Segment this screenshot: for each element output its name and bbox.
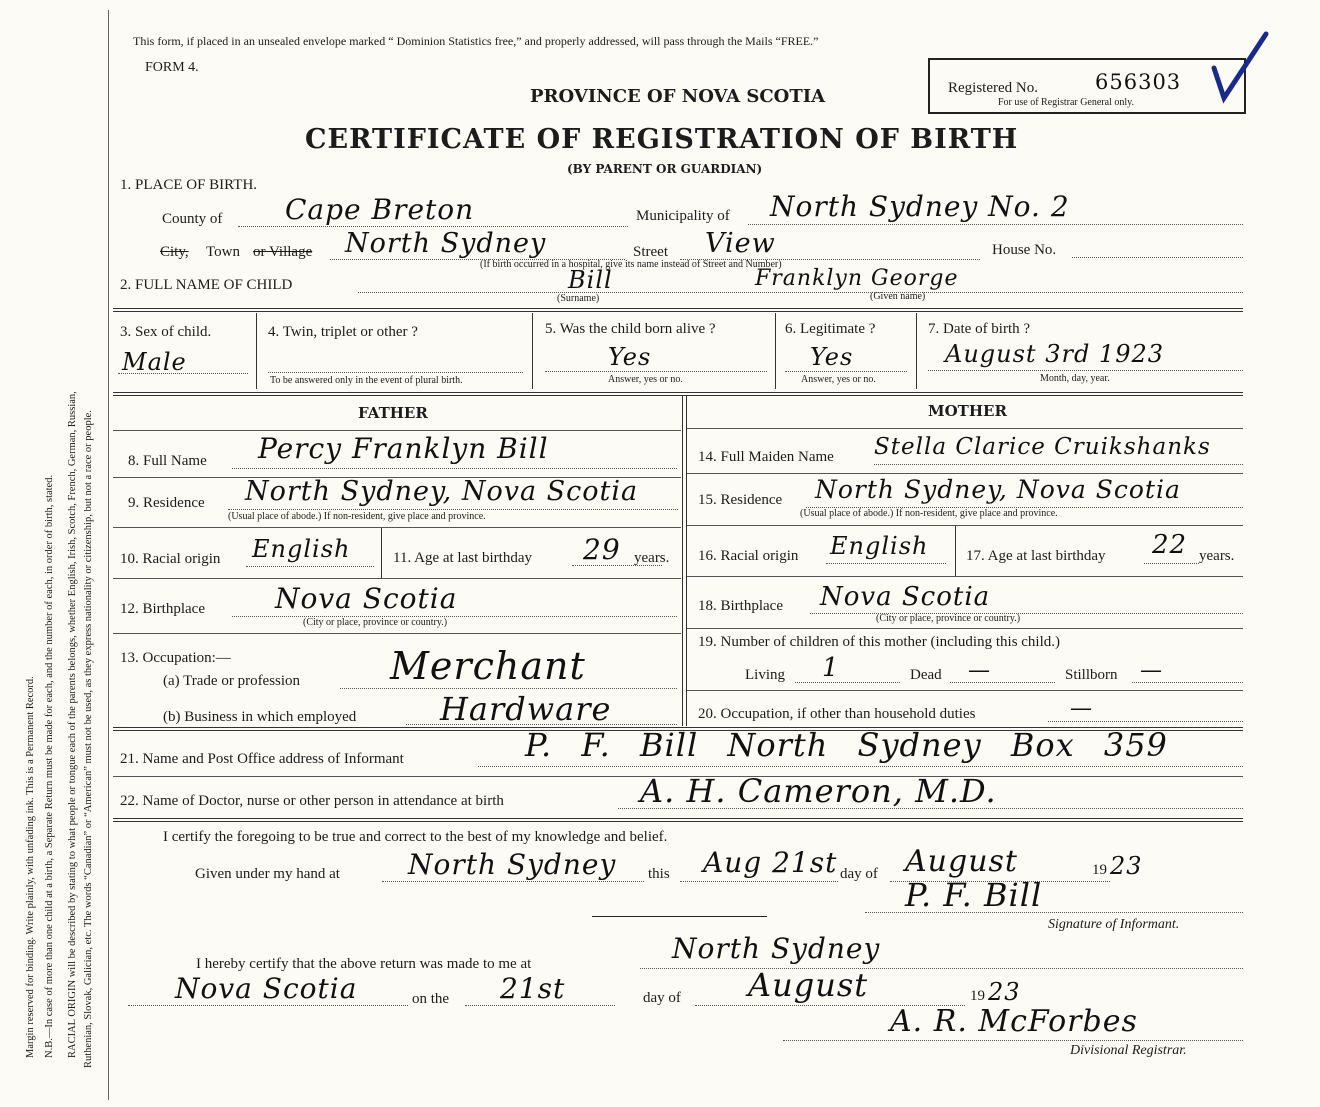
county-label: County of xyxy=(162,211,223,227)
divider-alive-legit xyxy=(775,313,776,389)
divider-father-birthplace xyxy=(113,633,681,634)
dob-value: August 3rd 1923 xyxy=(945,340,1165,368)
father-name-label: 8. Full Name xyxy=(128,453,207,469)
registrar-province-value: Nova Scotia xyxy=(175,972,358,1005)
mother-age-label: 17. Age at last birthday xyxy=(966,548,1106,564)
registrar-signature: A. R. McForbes xyxy=(890,1004,1138,1039)
registrar-signature-line xyxy=(783,1040,1243,1041)
mother-birthplace-line xyxy=(810,613,1243,614)
stillborn-value: — xyxy=(1140,658,1163,683)
divider-mother-residence xyxy=(687,525,1243,526)
mother-name-line xyxy=(874,464,1243,465)
twin-line xyxy=(268,372,523,373)
father-trade-value: Merchant xyxy=(390,644,586,688)
dead-line xyxy=(950,682,1055,683)
child-given-value: Franklyn George xyxy=(755,266,959,291)
mother-name-value: Stella Clarice Cruikshanks xyxy=(874,434,1211,460)
registrar-year-prefix: 19 xyxy=(970,988,985,1004)
divider-mother-head xyxy=(687,428,1243,429)
checkmark-icon xyxy=(1208,28,1278,108)
registrar-province-line xyxy=(128,1005,408,1006)
alive-line xyxy=(545,371,767,372)
margin-note-binding: Margin reserved for binding. Write plainly, with unfading ink. This is a Permanent Record. xyxy=(25,676,36,1058)
surname-note: (Surname) xyxy=(557,293,600,304)
province-title: PROVINCE OF NOVA SCOTIA xyxy=(530,86,826,107)
divider-child-row-top xyxy=(113,308,1243,312)
margin-note-racial-origin-cont: Ruthenian, Slovak, Galician, etc. The words “Canadian” or “American” must not be used, as they express nationality or citizenship, but not a race or people. xyxy=(83,410,94,1068)
father-business-label: (b) Business in which employed xyxy=(163,709,357,725)
mother-residence-note: (Usual place of abode.) If non-resident, give place and province. xyxy=(800,508,1058,519)
binding-margin-line xyxy=(108,10,109,1100)
father-birthplace-note: (City or place, province or country.) xyxy=(303,617,448,628)
dob-line xyxy=(928,370,1243,371)
year-prefix: 19 xyxy=(1092,862,1107,878)
mother-birthplace-value: Nova Scotia xyxy=(820,582,991,612)
given-place-line xyxy=(382,881,644,882)
municipality-value: North Sydney No. 2 xyxy=(770,190,1070,223)
county-value: Cape Breton xyxy=(285,193,475,226)
mother-occupation-label: 20. Occupation, if other than household duties xyxy=(698,706,976,722)
informant-signature: P. F. Bill xyxy=(905,876,1043,914)
sex-value: Male xyxy=(122,348,187,376)
alive-value: Yes xyxy=(608,343,652,371)
postal-notice: This form, if placed in an unsealed envelope marked “ Dominion Statistics free,” and properly addressed, will pass through the Mails “FREE.” xyxy=(133,34,819,48)
informant-value: P. F. Bill North Sydney Box 359 xyxy=(525,726,1168,764)
divider-father-age xyxy=(113,578,681,579)
father-trade-label: (a) Trade or profession xyxy=(163,673,301,689)
place-of-birth-heading: 1. PLACE OF BIRTH. xyxy=(120,177,258,193)
father-age-value: 29 xyxy=(583,533,621,566)
divider-mother-age xyxy=(687,576,1243,577)
registrar-statement: I hereby certify that the above return was made to me at xyxy=(196,956,532,972)
divider-mother-name xyxy=(687,473,1243,474)
street-label: Street xyxy=(633,244,668,260)
dead-label: Dead xyxy=(910,667,942,683)
certify-statement: I certify the foregoing to be true and correct to the best of my knowledge and belief. xyxy=(163,829,668,845)
on-the-line xyxy=(465,1005,615,1006)
margin-note-racial-origin: RACIAL ORIGIN will be described by stating to what people or tongue each of the parents belongs, whether English, Irish, Scotch, French, German, Russian, xyxy=(67,391,78,1058)
mother-racial-label: 16. Racial origin xyxy=(698,548,799,564)
mother-residence-label: 15. Residence xyxy=(698,492,783,508)
registrar-day-value: 21st xyxy=(500,972,566,1005)
father-business-value: Hardware xyxy=(440,690,612,728)
father-age-label: 11. Age at last birthday xyxy=(393,550,532,566)
father-racial-line xyxy=(246,566,374,567)
twin-note: To be answered only in the event of plural birth. xyxy=(270,375,463,386)
page-subtitle: (BY PARENT OR GUARDIAN) xyxy=(567,162,763,176)
mother-years-label: years. xyxy=(1199,548,1235,564)
year-value: 23 xyxy=(1110,852,1143,880)
dob-note: Month, day, year. xyxy=(1040,373,1110,384)
registrar-place-line xyxy=(640,968,1243,969)
house-number-line xyxy=(1072,257,1243,258)
margin-note-multiple-births: N.B.—In case of more than one child at a birth, a Separate Return must be made for each, and the number of each, in order of birth, stated. xyxy=(44,474,55,1058)
mother-name-label: 14. Full Maiden Name xyxy=(698,449,834,465)
living-label: Living xyxy=(745,667,785,683)
informant-line xyxy=(478,766,1243,767)
registrar-day-of-label: day of xyxy=(643,990,681,1006)
legitimate-note: Answer, yes or no. xyxy=(801,374,876,385)
mother-heading: MOTHER xyxy=(928,402,1007,420)
this-value: Aug 21st xyxy=(703,846,838,879)
mother-racial-value: English xyxy=(830,532,929,560)
legitimate-value: Yes xyxy=(810,343,854,371)
mother-residence-value: North Sydney, Nova Scotia xyxy=(815,475,1181,504)
father-racial-label: 10. Racial origin xyxy=(120,551,221,567)
registrar-month-value: August xyxy=(748,966,869,1004)
village-label: or Village xyxy=(253,244,313,260)
divider-father-head xyxy=(113,430,681,431)
city-label: City, xyxy=(160,244,189,260)
house-number-label: House No. xyxy=(992,242,1057,258)
stillborn-label: Stillborn xyxy=(1065,667,1118,683)
municipality-line xyxy=(748,224,1243,225)
child-name-label: 2. FULL NAME OF CHILD xyxy=(120,277,293,293)
given-under-label: Given under my hand at xyxy=(195,866,340,882)
registrar-place-value: North Sydney xyxy=(672,932,881,965)
child-surname-value: Bill xyxy=(568,266,613,294)
divider-sex-twin xyxy=(256,313,257,389)
sex-label: 3. Sex of child. xyxy=(120,324,212,340)
month-value: August xyxy=(905,844,1018,879)
divider-certify-top xyxy=(113,818,1243,822)
doctor-value: A. H. Cameron, M.D. xyxy=(640,772,997,810)
mother-occupation-value: — xyxy=(1070,696,1093,721)
father-birthplace-value: Nova Scotia xyxy=(275,582,458,615)
certify-short-rule xyxy=(592,916,767,917)
mother-birthplace-note: (City or place, province or country.) xyxy=(876,613,1021,624)
child-name-line xyxy=(358,292,1243,293)
page-title: CERTIFICATE OF REGISTRATION OF BIRTH xyxy=(305,124,1019,155)
mother-age-value: 22 xyxy=(1152,530,1188,560)
dead-value: — xyxy=(968,658,991,683)
registrar-year-value: 23 xyxy=(988,978,1021,1006)
informant-label: 21. Name and Post Office address of Informant xyxy=(120,751,404,767)
registered-number-note: For use of Registrar General only. xyxy=(998,97,1134,108)
registrar-signature-label: Divisional Registrar. xyxy=(1070,1043,1187,1058)
alive-label: 5. Was the child born alive ? xyxy=(545,321,716,337)
given-name-note: (Given name) xyxy=(870,291,926,302)
divider-father-racial-age xyxy=(381,528,382,578)
this-label: this xyxy=(648,866,670,882)
father-birthplace-label: 12. Birthplace xyxy=(120,601,205,617)
mother-children-label: 19. Number of children of this mother (including this child.) xyxy=(698,634,1061,650)
on-the-label: on the xyxy=(412,991,450,1007)
hospital-note: (If birth occurred in a hospital, give its name instead of Street and Number) xyxy=(480,259,782,270)
divider-twin-alive xyxy=(532,313,533,389)
municipality-label: Municipality of xyxy=(636,208,730,224)
registered-number-value: 656303 xyxy=(1095,70,1182,94)
father-trade-line xyxy=(340,688,677,689)
father-name-value: Percy Franklyn Bill xyxy=(258,432,549,465)
registered-number-label: Registered No. xyxy=(948,80,1038,96)
alive-note: Answer, yes or no. xyxy=(608,374,683,385)
town-label: Town xyxy=(206,244,240,260)
divider-legit-dob xyxy=(916,313,917,389)
living-line xyxy=(795,682,900,683)
father-birthplace-line xyxy=(232,616,677,617)
divider-mother-children xyxy=(687,690,1243,691)
given-place-value: North Sydney xyxy=(408,848,617,881)
father-heading: FATHER xyxy=(358,404,428,422)
father-residence-value: North Sydney, Nova Scotia xyxy=(245,476,639,507)
town-value: North Sydney xyxy=(345,228,547,259)
this-line xyxy=(680,881,838,882)
divider-mother-birthplace xyxy=(687,628,1243,629)
father-occupation-label: 13. Occupation:— xyxy=(120,650,231,666)
divider-mother-racial-age xyxy=(955,526,956,576)
registered-number-box xyxy=(928,58,1246,114)
father-residence-line xyxy=(228,509,678,510)
legitimate-label: 6. Legitimate ? xyxy=(785,321,876,337)
twin-label: 4. Twin, triplet or other ? xyxy=(268,324,418,340)
legitimate-line xyxy=(785,371,907,372)
father-name-line xyxy=(232,468,677,469)
father-years-label: years. xyxy=(634,550,670,566)
father-residence-note: (Usual place of abode.) If non-resident, give place and province. xyxy=(228,511,486,522)
day-of-label: day of xyxy=(840,866,878,882)
father-racial-value: English xyxy=(252,535,351,563)
street-value: View xyxy=(705,228,776,259)
informant-signature-label: Signature of Informant. xyxy=(1048,917,1180,932)
mother-occupation-line xyxy=(1048,721,1243,722)
dob-label: 7. Date of birth ? xyxy=(928,321,1031,337)
form-number: FORM 4. xyxy=(145,60,199,75)
mother-age-line xyxy=(1144,563,1199,564)
divider-father-mother xyxy=(682,396,687,726)
mother-birthplace-label: 18. Birthplace xyxy=(698,598,783,614)
county-line xyxy=(238,226,628,227)
mother-racial-line xyxy=(826,563,946,564)
divider-father-residence xyxy=(113,527,681,528)
divider-parents-top xyxy=(113,392,1243,396)
father-residence-label: 9. Residence xyxy=(128,495,205,511)
doctor-label: 22. Name of Doctor, nurse or other person in attendance at birth xyxy=(120,793,504,809)
living-value: 1 xyxy=(822,653,840,683)
